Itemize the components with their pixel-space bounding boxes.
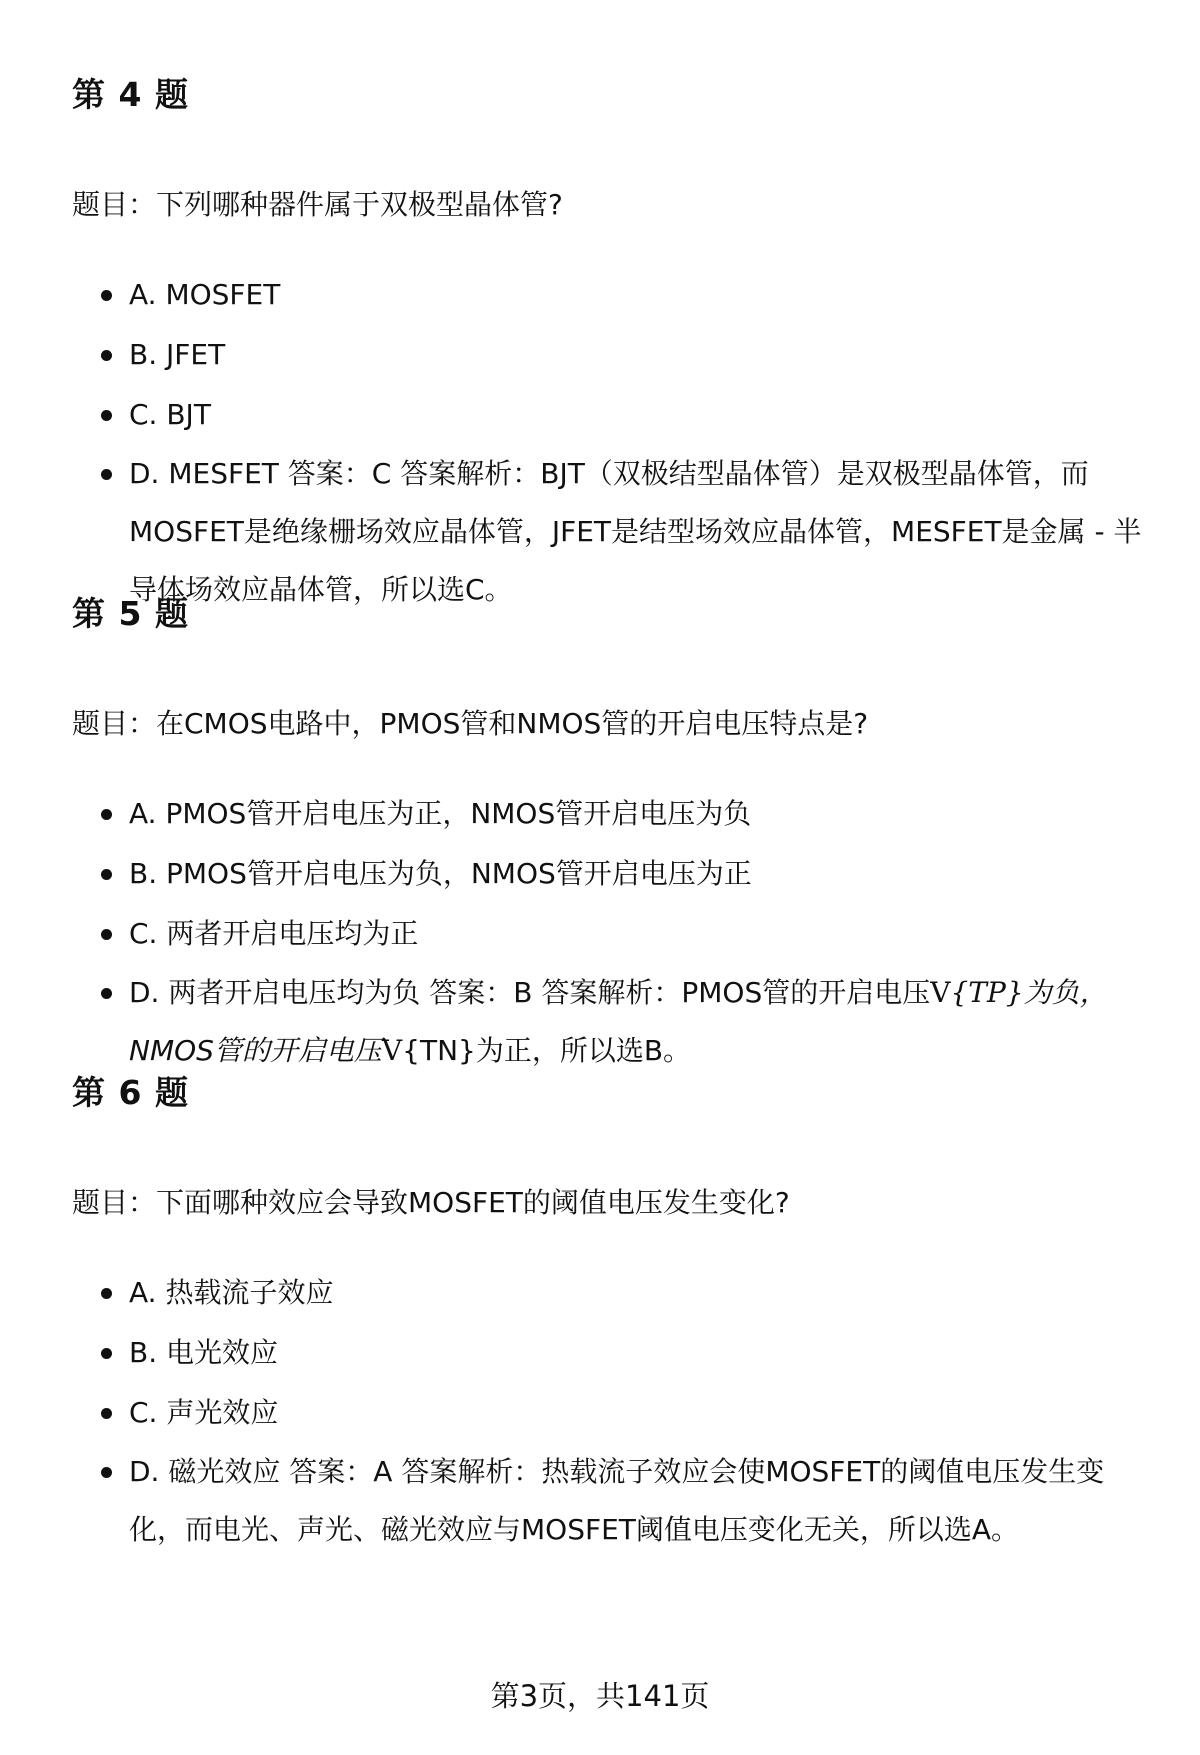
option-text: A. 热载流子效应	[129, 1276, 334, 1309]
math-variable: V	[381, 1034, 403, 1067]
bullet-icon	[101, 1288, 112, 1299]
bullet-icon	[101, 350, 112, 361]
option-d-with-answer	[72, 1443, 1152, 1559]
option-text: D. MESFET 答案：C 答案解析：BJT（双极结型晶体管）是双极型晶体管，而MOSFET是绝缘栅场效应晶体管，JFET是结型场效应晶体管，MESFET是金属 - 半导体场效应晶体管，所以选C。	[129, 457, 1142, 606]
option-c	[72, 914, 1152, 954]
option-b	[72, 335, 1152, 375]
option-text: B. PMOS管开启电压为负，NMOS管开启电压为正	[129, 857, 752, 890]
option-c	[72, 1393, 1152, 1433]
question-heading: 第 5 题	[72, 594, 189, 633]
bullet-icon	[101, 929, 112, 940]
option-list	[72, 794, 1152, 1080]
math-subscript: {TP}	[950, 976, 1024, 1009]
question-prompt: 题目：在CMOS电路中，PMOS管和NMOS管的开启电压特点是?	[72, 707, 869, 740]
option-text: B. 电光效应	[129, 1336, 279, 1369]
option-text: D. 磁光效应 答案：A 答案解析：热载流子效应会使MOSFET的阈值电压发生变化，而电光、声光、磁光效应与MOSFET阈值电压变化无关，所以选A。	[129, 1455, 1105, 1546]
option-a	[72, 1273, 1152, 1313]
option-text: C. 声光效应	[129, 1396, 279, 1429]
option-d-with-answer	[72, 445, 1152, 619]
option-d-with-answer	[72, 964, 1152, 1080]
option-a	[72, 275, 1152, 315]
bullet-icon	[101, 869, 112, 880]
option-text-tail: {TN}为正，所以选B。	[402, 1034, 692, 1067]
question-5	[72, 594, 1152, 1100]
bullet-icon	[101, 469, 112, 480]
option-c	[72, 395, 1152, 435]
question-heading: 第 4 题	[72, 75, 189, 114]
option-text: B. JFET	[129, 338, 226, 371]
option-list	[72, 275, 1152, 619]
question-4	[72, 75, 1152, 639]
bullet-icon	[101, 988, 112, 999]
bullet-icon	[101, 290, 112, 301]
option-text: A. MOSFET	[129, 278, 281, 311]
question-heading: 第 6 题	[72, 1073, 189, 1112]
option-text-lead: D. 两者开启电压均为负 答案：B 答案解析：PMOS管的开启电压	[129, 976, 931, 1009]
option-a	[72, 794, 1152, 834]
bullet-icon	[101, 809, 112, 820]
question-prompt: 题目：下列哪种器件属于双极型晶体管?	[72, 188, 563, 221]
page-footer: 第3页，共141页	[490, 1679, 710, 1713]
option-b	[72, 1333, 1152, 1373]
option-b	[72, 854, 1152, 894]
question-6	[72, 1073, 1152, 1579]
option-list	[72, 1273, 1152, 1559]
option-text: C. 两者开启电压均为正	[129, 917, 419, 950]
bullet-icon	[101, 1408, 112, 1419]
math-variable: V	[930, 976, 951, 1009]
option-text: A. PMOS管开启电压为正，NMOS管开启电压为负	[129, 797, 752, 830]
bullet-icon	[101, 1348, 112, 1359]
question-prompt: 题目：下面哪种效应会导致MOSFET的阈值电压发生变化?	[72, 1186, 790, 1219]
italic-text: 为负，NMOS管的开启电压	[129, 976, 1108, 1067]
bullet-icon	[101, 1467, 112, 1478]
bullet-icon	[101, 410, 112, 421]
option-text: C. BJT	[129, 398, 211, 431]
